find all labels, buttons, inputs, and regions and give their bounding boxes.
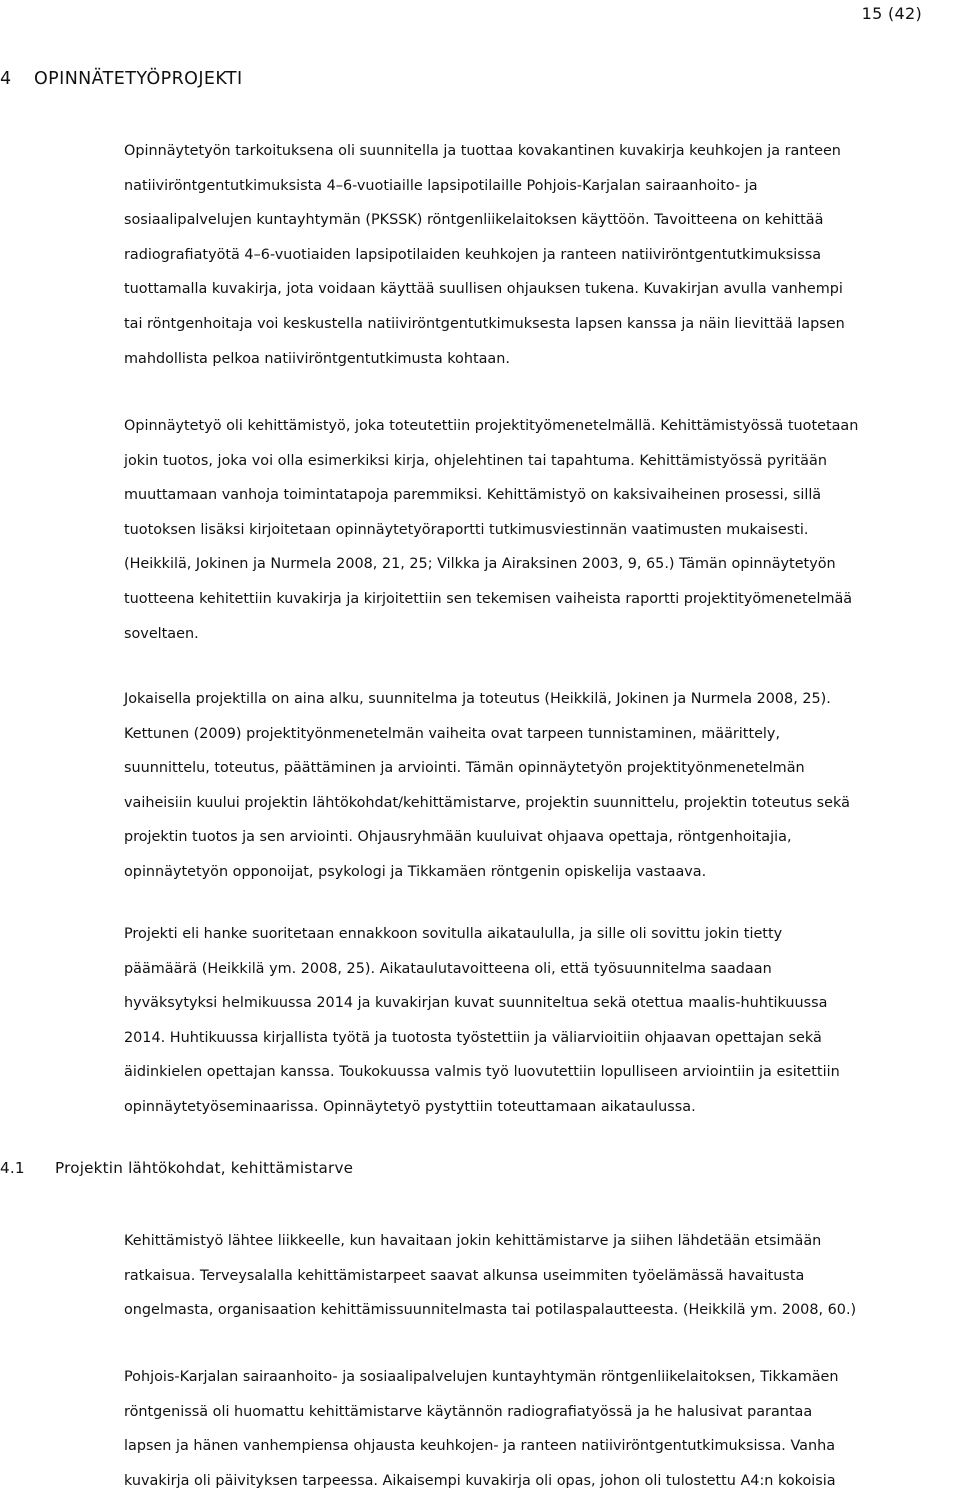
text-line: Opinnäytetyön tarkoituksena oli suunnitella ja tuottaa kovakantinen kuvakirja keuhkojen ja ranteen [124,143,841,159]
text-line: hyväksytyksi helmikuussa 2014 ja kuvakirjan kuvat suunniteltua sekä otettua maalis-huhtikuussa [124,995,828,1012]
section-title: Projektin lähtökohdat, kehittämistarve [55,1159,354,1177]
text-line: Projekti eli hanke suoritetaan ennakkoon sovitulla aikataululla, ja sille oli sovittu jokin tietty [124,926,783,942]
text-line: tuotoksen lisäksi kirjoitetaan opinnäytetyöraportti tutkimusviestinnän vaatimusten mukaisesti. [124,521,809,538]
text-line: Pohjois-Karjalan sairaanhoito- ja sosiaalipalvelujen kuntayhtymän röntgenliikelaitoksen, Tikkamäen [124,1369,839,1385]
text-line: päämäärä (Heikkilä ym. 2008, 25). Aikataulutavoitteena oli, että työsuunnitelma saadaan [124,960,772,977]
paragraph-schedule [124,917,960,1125]
text-line: Opinnäytetyö oli kehittämistyö, joka toteutettiin projektityömenetelmällä. Kehittämistyössä tuotetaan [124,418,859,434]
text-line: suunnittelu, toteutus, päättäminen ja arviointi. Tämän opinnäytetyön projektityönmenetelmän [124,760,805,777]
chapter-heading [0,69,243,89]
chapter-number: 4 [0,69,12,89]
section-number: 4.1 [0,1159,25,1177]
text-line: äidinkielen opettajan kanssa. Toukokuussa valmis työ luovutettiin lopulliseen arviointiin ja esitettiin [124,1064,840,1081]
text-line: Jokaisella projektilla on aina alku, suunnitelma ja toteutus (Heikkilä, Jokinen ja Nurmela 2008, 25). [124,691,831,707]
text-line: Kettunen (2009) projektityönmenetelmän vaiheita ovat tarpeen tunnistaminen, määrittely, [124,725,781,742]
text-line: tai röntgenhoitaja voi keskustella natiiviröntgentutkimuksesta lapsen kanssa ja näin lievittää lapsen [124,315,845,332]
section-heading [0,1159,353,1177]
chapter-title: OPINNÄTETYÖPROJEKTI [34,69,243,89]
text-line: Kehittämistyö lähtee liikkeelle, kun havaitaan jokin kehittämistarve ja siihen lähdetään etsimään [124,1233,822,1249]
text-line: sosiaalipalvelujen kuntayhtymän (PKSSK) röntgenliikelaitoksen käyttöön. Tavoitteena on kehittää [124,212,824,229]
text-line: jokin tuotos, joka voi olla esimerkiksi kirja, ohjelehtinen tai tapahtuma. Kehittämistyössä pyritään [124,452,827,469]
text-line: soveltaen. [124,625,199,642]
text-line: kuvakirja oli päivityksen tarpeessa. Aikaisempi kuvakirja oli opas, johon oli tulostettu A4:n kokoisia [124,1472,836,1489]
text-line: röntgenissä oli huomattu kehittämistarve käytännön radiografiatyössä ja he halusivat parantaa [124,1403,813,1420]
text-line: ongelmasta, organisaation kehittämissuunnitelmasta tai potilaspalautteesta. (Heikkilä ym. 2008, 60.) [124,1302,857,1319]
text-line: ratkaisua. Terveysalalla kehittämistarpeet saavat alkunsa useimmiten työelämässä havaitusta [124,1267,805,1284]
text-line: (Heikkilä, Jokinen ja Nurmela 2008, 21, 25; Vilkka ja Airaksinen 2003, 9, 65.) Tämän opinnäytetyön [124,556,836,573]
text-line: natiiviröntgentutkimuksista 4–6-vuotiaille lapsipotilaille Pohjois-Karjalan sairaanhoito- ja [124,177,758,194]
paragraph-purpose [124,134,960,376]
paragraph-development-work [124,409,960,651]
paragraph-development-need [124,1224,960,1328]
text-line: mahdollista pelkoa natiiviröntgentutkimusta kohtaan. [124,350,510,367]
text-line: projektin tuotos ja sen arviointi. Ohjausryhmään kuuluivat ohjaava opettaja, röntgenhoitajia, [124,829,792,846]
text-line: muuttamaan vanhoja toimintatapoja paremmiksi. Kehittämistyö on kaksivaiheinen prosessi, sillä [124,487,822,504]
paragraph-background [124,1360,960,1498]
text-line: 2014. Huhtikuussa kirjallista työtä ja tuotosta työstettiin ja väliarvioitiin ohjaavan opettajan sekä [124,1029,822,1046]
text-line: lapsen ja hänen vanhempiensa ohjausta keuhkojen- ja ranteen natiiviröntgentutkimuksissa. Vanha [124,1438,836,1455]
text-line: radiografiatyötä 4–6-vuotiaiden lapsipotilaiden keuhkojen ja ranteen natiiviröntgentutkimuksissa [124,246,822,263]
paragraph-project-phases [124,682,960,890]
text-line: tuotteena kehitettiin kuvakirja ja kirjoitettiin sen tekemisen vaiheista raportti projektityömenetelmää [124,590,853,607]
text-line: opinnäytetyön opponoijat, psykologi ja Tikkamäen röntgenin opiskelija vastaava. [124,863,707,880]
page-number: 15 (42) [861,4,922,23]
text-line: vaiheisiin kuului projektin lähtökohdat/kehittämistarve, projektin suunnittelu, projektin toteutus sekä [124,794,850,811]
text-line: tuottamalla kuvakirja, jota voidaan käyttää suullisen ohjauksen tukena. Kuvakirjan avulla vanhempi [124,281,843,298]
text-line: opinnäytetyöseminaarissa. Opinnäytetyö pystyttiin toteuttamaan aikataulussa. [124,1098,696,1115]
